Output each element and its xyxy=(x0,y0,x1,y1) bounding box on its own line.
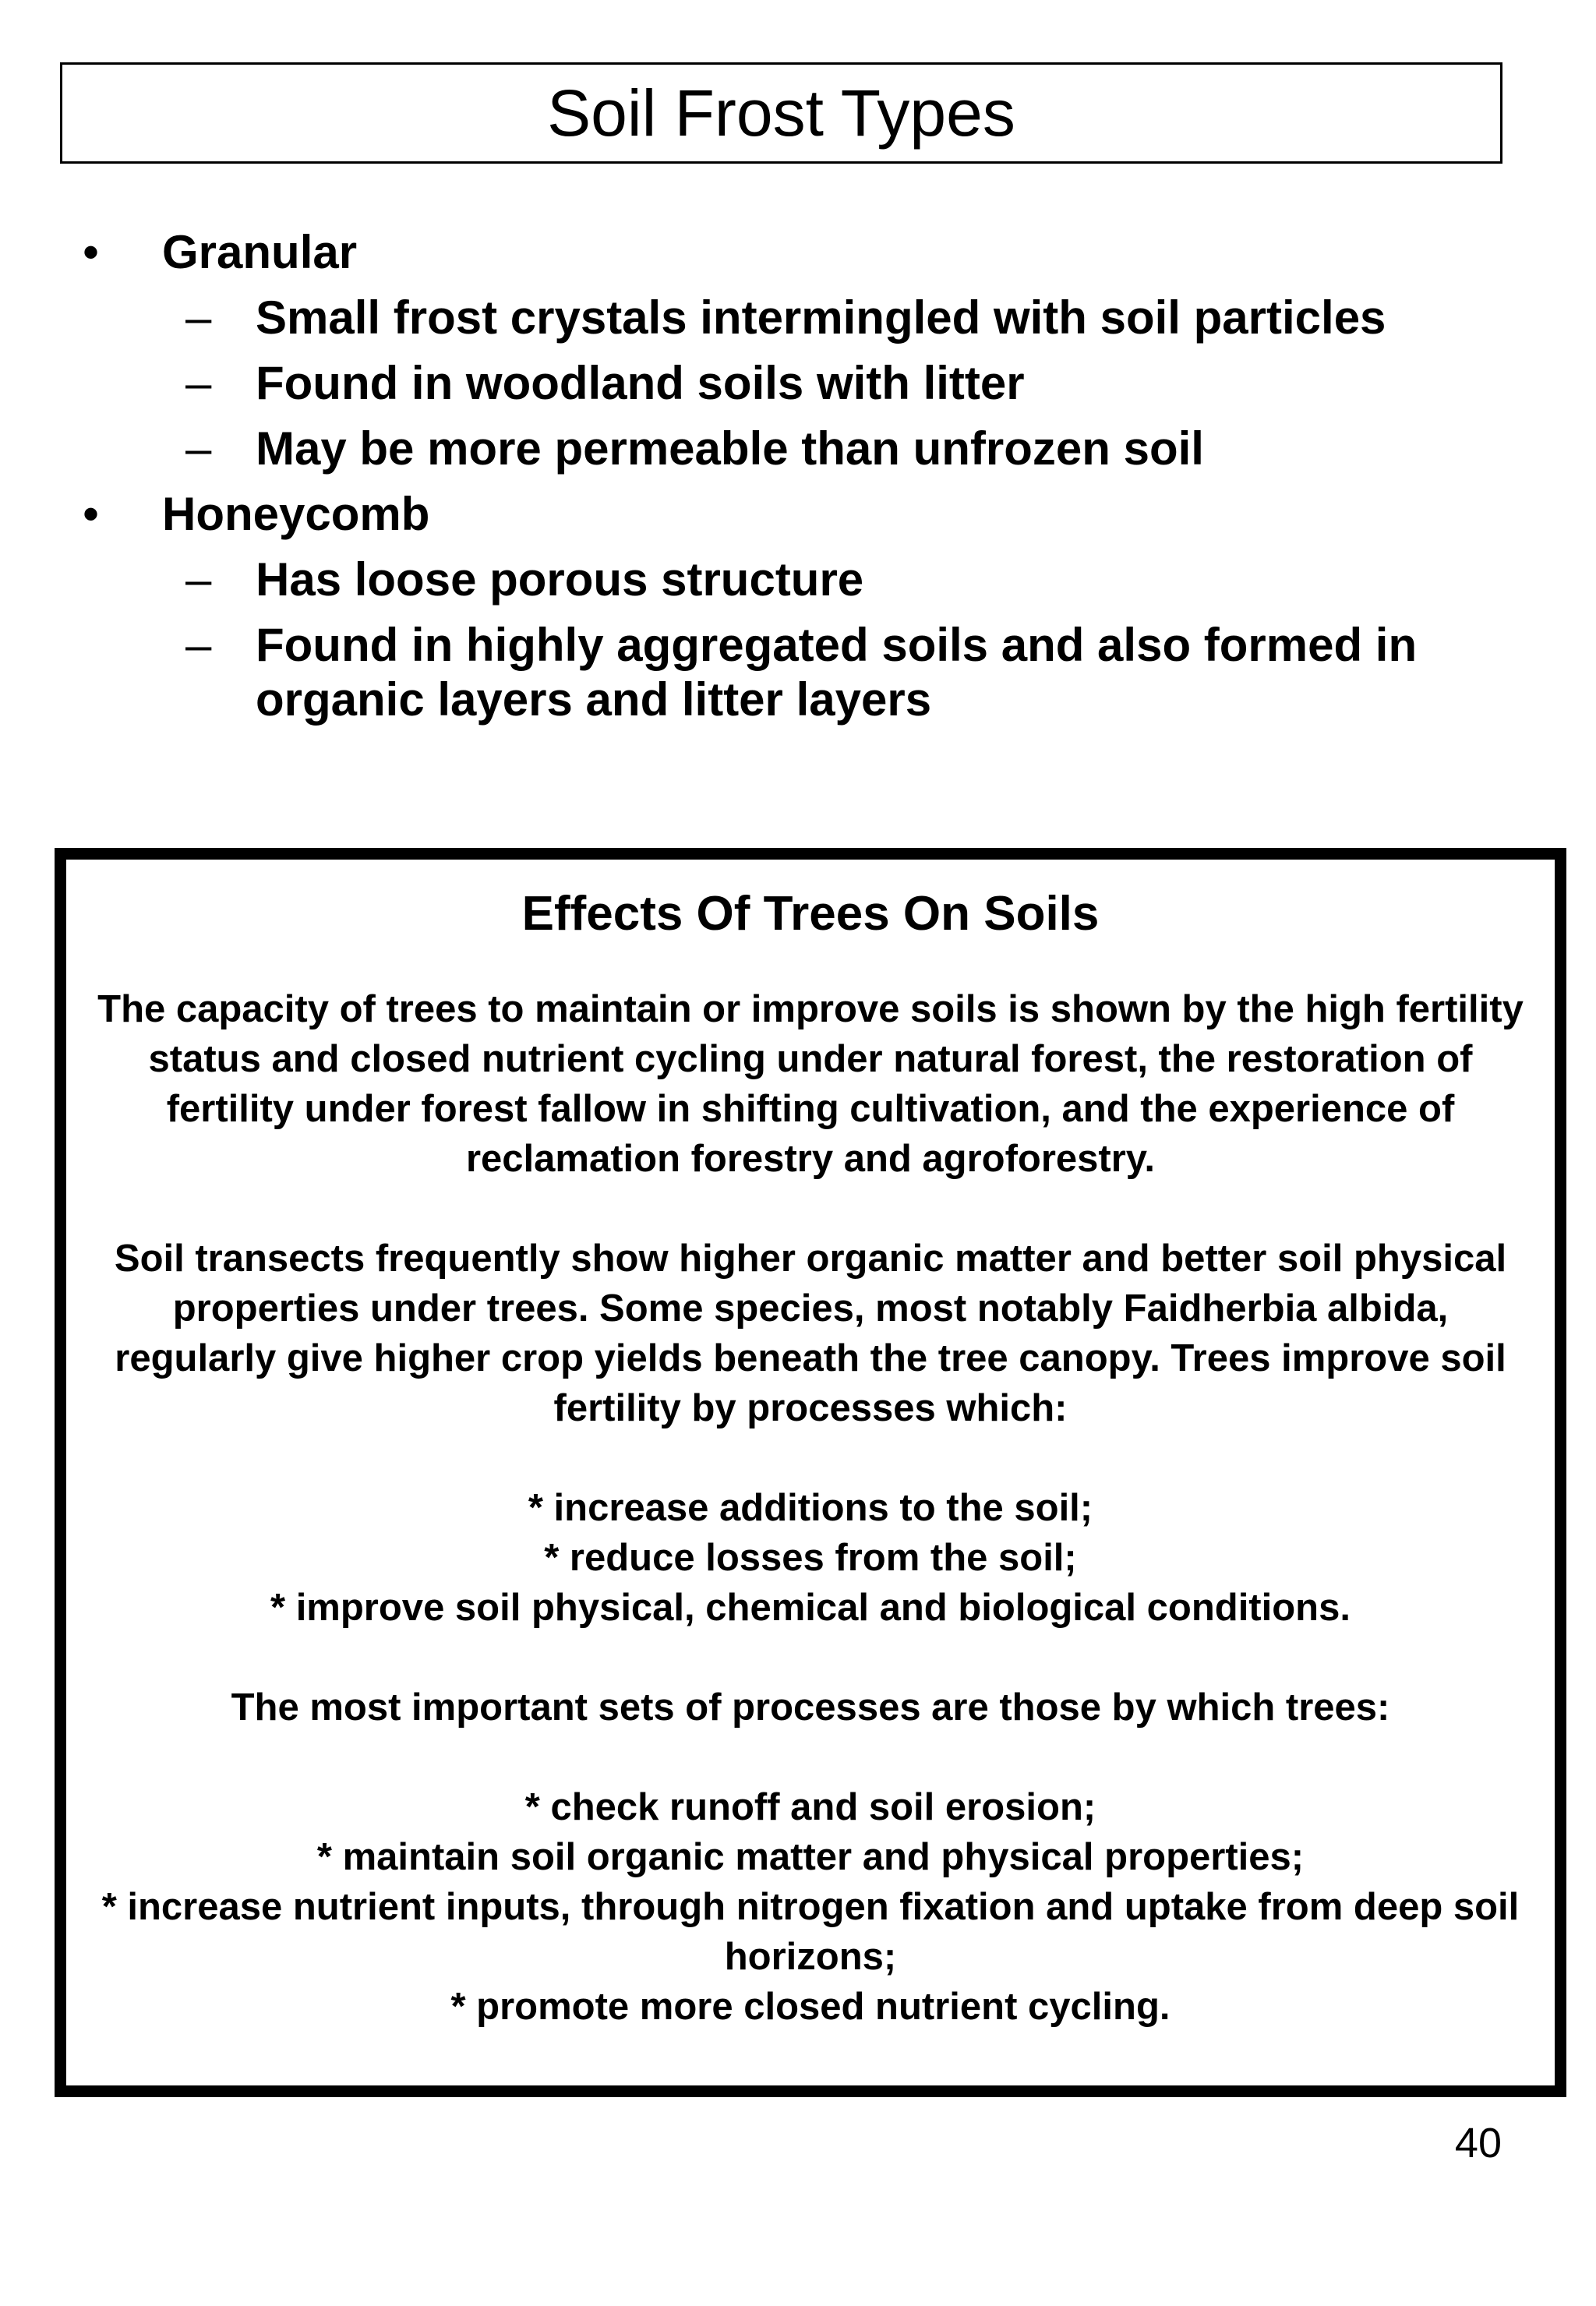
page-number: 40 xyxy=(1454,2120,1502,2167)
frost-type-point-text: May be more permeable than unfrozen soil xyxy=(256,422,1204,475)
frost-type-point-text: Has loose porous structure xyxy=(256,553,864,606)
effects-heading: Effects Of Trees On Soils xyxy=(521,887,1100,941)
effects-paragraph: The capacity of trees to maintain or improve soils is shown by the high fertility status and closed nutrient cycling under natural forest, the restoration of fertility under forest fallow in shifting cultivation, and the experience of reclamation forestry and agroforestry. xyxy=(97,988,1524,1180)
dash-icon: – xyxy=(185,619,212,671)
bullet-icon: • xyxy=(83,226,100,278)
dash-icon: – xyxy=(185,422,212,475)
frost-type-point xyxy=(0,547,1502,613)
title-box xyxy=(60,62,1502,164)
frost-type-point xyxy=(0,285,1502,351)
effects-list-item: * reduce losses from the soil; xyxy=(544,1537,1077,1579)
frost-type-honeycomb xyxy=(0,482,1596,547)
frost-type-label: Granular xyxy=(162,226,358,278)
frost-type-point xyxy=(0,351,1502,416)
frost-type-point-text: Small frost crystals intermingled with soil particles xyxy=(256,291,1386,344)
page-title: Soil Frost Types xyxy=(547,76,1015,150)
effects-list-item: * maintain soil organic matter and physical properties; xyxy=(316,1836,1305,1878)
dash-icon: – xyxy=(185,291,212,344)
frost-type-label: Honeycomb xyxy=(162,488,430,540)
frost-type-point-text: Found in highly aggregated soils and also formed in organic layers and litter layers xyxy=(256,619,1418,726)
dash-icon: – xyxy=(185,357,212,409)
dash-icon: – xyxy=(185,553,212,606)
effects-list-item: * increase nutrient inputs, through nitrogen fixation and uptake from deep soil horizons; xyxy=(101,1886,1520,1978)
frost-type-point-text: Found in woodland soils with litter xyxy=(256,357,1025,409)
effects-list-item: * check runoff and soil erosion; xyxy=(524,1786,1096,1828)
effects-list-item: * improve soil physical, chemical and biological conditions. xyxy=(270,1587,1351,1629)
effects-paragraph: Soil transects frequently show higher organic matter and better soil physical properties under trees. Some species, most notably Faidherbia albida, regularly give higher crop yields beneath the tree canopy. Trees improve soil fertility by processes which: xyxy=(114,1238,1507,1429)
frost-type-point xyxy=(0,613,1502,733)
effects-list-item: * increase additions to the soil; xyxy=(528,1487,1093,1529)
frost-type-granular xyxy=(0,220,1596,285)
frost-type-point xyxy=(0,416,1502,482)
bullet-icon: • xyxy=(83,488,100,540)
effects-box xyxy=(55,848,1566,2097)
effects-paragraph: The most important sets of processes are those by which trees: xyxy=(231,1686,1390,1729)
effects-list-item: * promote more closed nutrient cycling. xyxy=(450,1986,1171,2028)
frost-types-list xyxy=(0,220,1596,733)
